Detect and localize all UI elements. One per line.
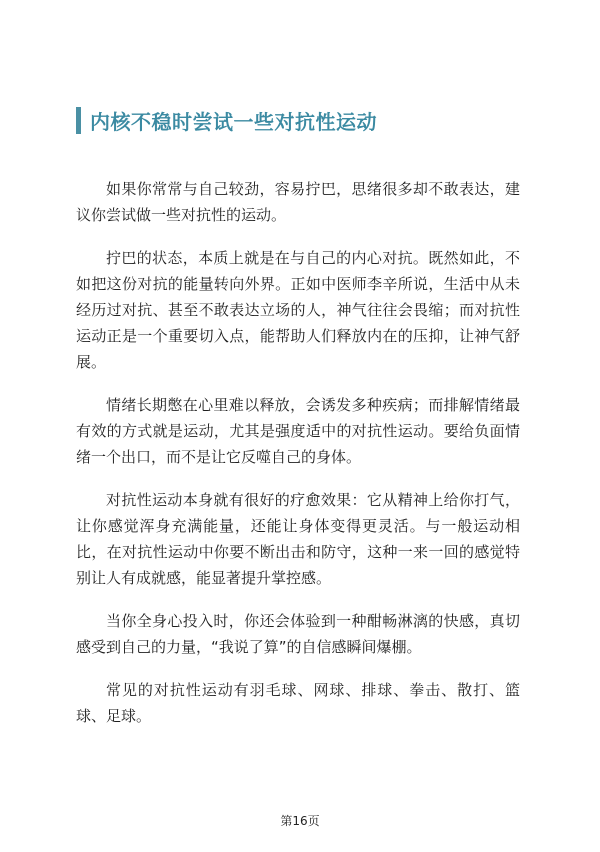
paragraph: 拧巴的状态，本质上就是在与自己的内心对抗。既然如此，不如把这份对抗的能量转向外界。正如中医师李辛所说，生活中从未经历过对抗、甚至不敢表达立场的人，神气往往会畏缩；而对抗性运动正是一个重要切入点，能帮助人们释放内在的压抑，让神气舒展。 bbox=[76, 249, 520, 371]
article-body bbox=[76, 176, 520, 746]
heading-accent-bar bbox=[76, 107, 81, 134]
heading-title: 内核不稳时尝试一些对抗性运动 bbox=[90, 109, 377, 134]
paragraph: 情绪长期憋在心里难以释放，会诱发多种疾病；而排解情绪最有效的方式就是运动，尤其是强度适中的对抗性运动。要给负面情绪一个出口，而不是让它反噬自己的身体。 bbox=[76, 396, 520, 466]
page-number: 第16页 bbox=[280, 814, 320, 828]
section-heading bbox=[76, 106, 377, 134]
paragraph: 常见的对抗性运动有羽毛球、网球、排球、拳击、散打、篮球、足球。 bbox=[76, 681, 520, 725]
paragraph: 对抗性运动本身就有很好的疗愈效果：它从精神上给你打气，让你感觉浑身充满能量，还能让身体变得更灵活。与一般运动相比，在对抗性运动中你要不断出击和防守，这种一来一回的感觉特别让人有成就感，能显著提升掌控感。 bbox=[76, 491, 520, 587]
paragraph: 当你全身心投入时，你还会体验到一种酣畅淋漓的快感，真切感受到自己的力量，“我说了算”的自信感瞬间爆棚。 bbox=[76, 612, 520, 656]
paragraph: 如果你常常与自己较劲，容易拧巴，思绪很多却不敢表达，建议你尝试做一些对抗性的运动。 bbox=[76, 180, 520, 224]
